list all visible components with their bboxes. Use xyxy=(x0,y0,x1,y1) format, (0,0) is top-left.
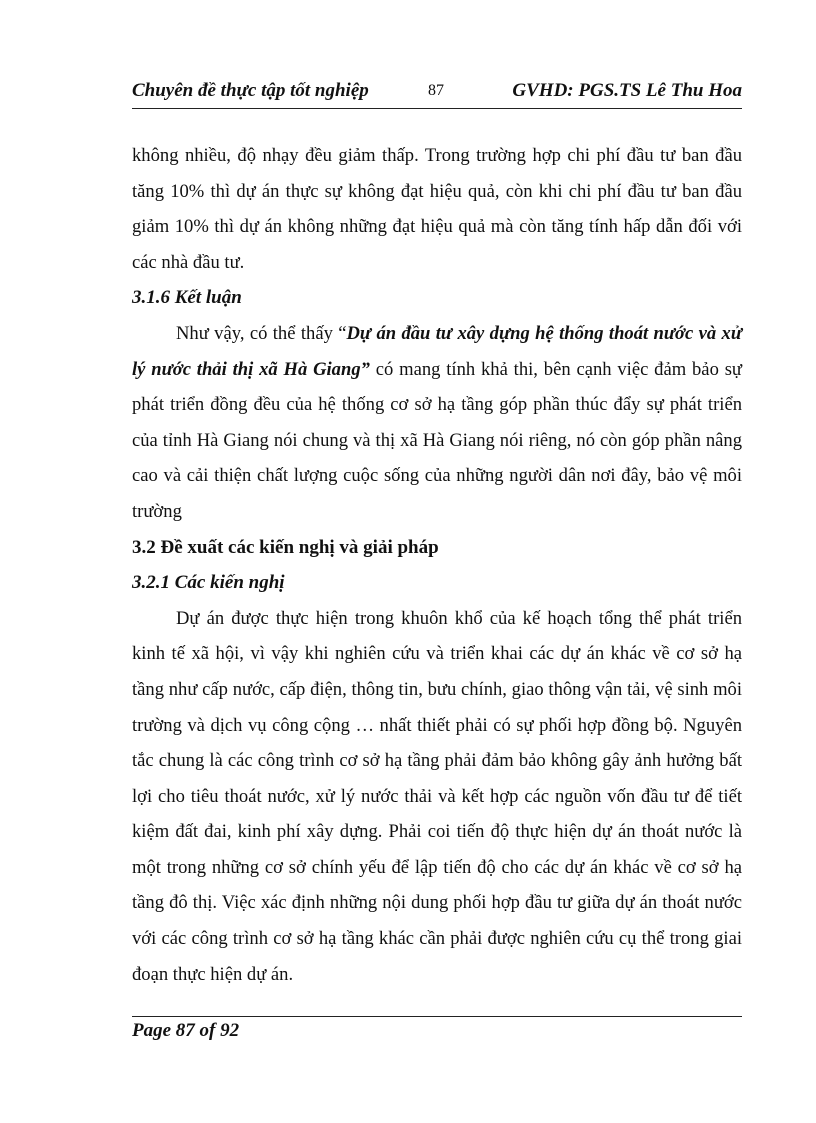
footer-divider xyxy=(132,1016,742,1017)
paragraph-conclusion xyxy=(132,316,742,530)
project-name: Dự án đầu tư xây dựng hệ thống thoát nước và xử lý nước thải thị xã Hà Giang” xyxy=(132,322,742,380)
heading-3-2: 3.2 Đề xuất các kiến nghị và giải pháp xyxy=(132,536,439,558)
paragraph-recommendations: Dự án được thực hiện trong khuôn khổ của kế hoạch tổng thể phát triển kinh tế xã hội, vì vậy khi nghiên cứu và triển khai các dự án khác về cơ sở hạ tầng như cấp nước, cấp điện, thông tin, bưu chính, giao thông vận tải, vệ sinh môi trường và dịch vụ công cộng … nhất thiết phải có sự phối hợp đồng bộ. Nguyên tắc chung là các công trình cơ sở hạ tầng phải đảm bảo không gây ảnh hưởng bất lợi cho tiêu thoát nước, xử lý nước thải và kết hợp các nguồn vốn đầu tư để tiết kiệm đất đai, kinh phí xây dựng. Phải coi tiến độ thực hiện dự án thoát nước là một trong những cơ sở chính yếu để lập tiến độ cho các dự án khác về cơ sở hạ tầng đô thị. Việc xác định những nội dung phối hợp đầu tư giữa dự án thoát nước với các công trình cơ sở hạ tầng khác cần phải được nghiên cứu cụ thể trong giai đoạn thực hiện dự án. xyxy=(132,607,742,985)
page-header xyxy=(132,78,742,109)
conclusion-intro: Như vậy, có thể thấy “ xyxy=(176,322,347,344)
header-document-title: Chuyên đề thực tập tốt nghiệp xyxy=(132,80,369,101)
heading-3-2-1: 3.2.1 Các kiến nghị xyxy=(132,572,285,594)
header-advisor: GVHD: PGS.TS Lê Thu Hoa xyxy=(512,80,742,101)
heading-3-1-6: 3.1.6 Kết luận xyxy=(132,287,242,309)
page-body xyxy=(132,138,742,992)
footer-page-label: Page 87 of 92 xyxy=(132,1020,240,1041)
paragraph-sensitivity: không nhiều, độ nhạy đều giảm thấp. Trong trường hợp chi phí đầu tư ban đầu tăng 10% thì dự án thực sự không đạt hiệu quả, còn khi chi phí đầu tư ban đầu giảm 10% thì dự án không những đạt hiệu quả mà còn tăng tính hấp dẫn đối với các nhà đầu tư. xyxy=(132,145,742,273)
header-page-number: 87 xyxy=(428,82,444,99)
conclusion-rest: có mang tính khả thi, bên cạnh việc đảm bảo sự phát triển đồng đều của hệ thống cơ sở hạ tầng góp phần thúc đẩy sự phát triển của tỉnh Hà Giang nói chung và thị xã Hà Giang nói riêng, nó còn góp phần nâng cao và cải thiện chất lượng cuộc sống của những người dân nơi đây, bảo vệ môi trường xyxy=(132,358,743,522)
